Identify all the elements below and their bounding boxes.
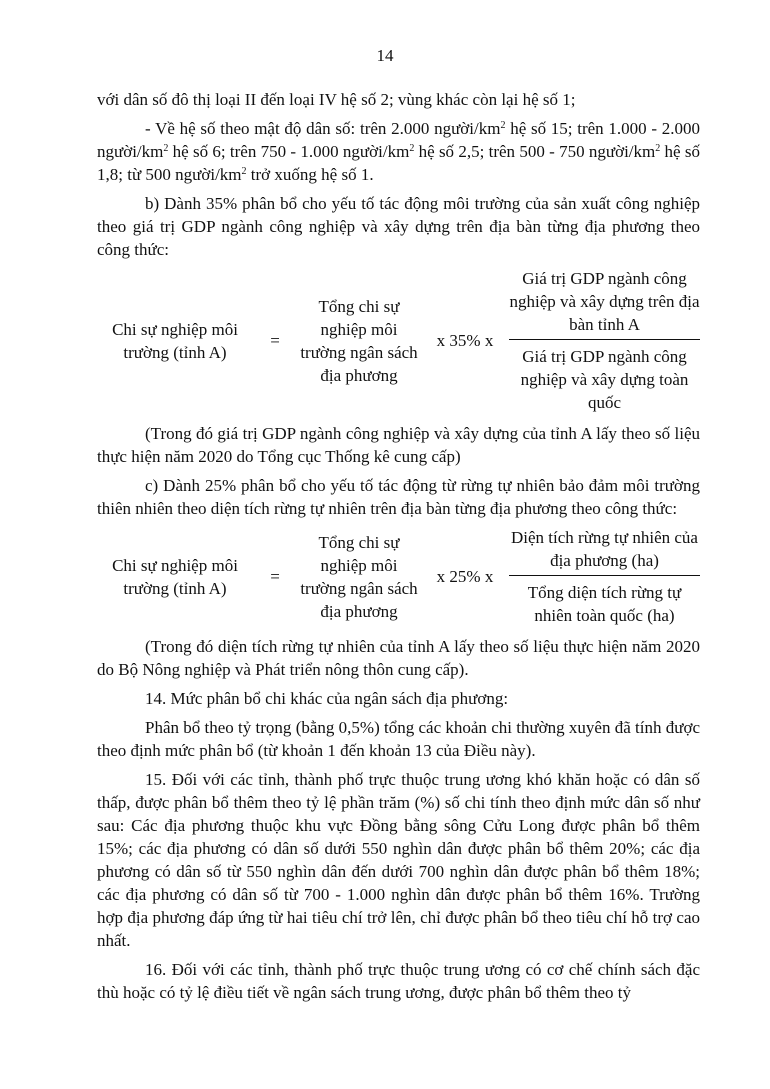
paragraph-15: 15. Đối với các tỉnh, thành phố trực thuộc trung ương khó khăn hoặc có dân số thấp, được phân bổ thêm theo tỷ lệ phần trăm (%) số chi tính theo định mức dân số như sau: Các địa phương thuộc khu vực Đồng bằng sông Cửu Long được phân bổ thêm 15%; các địa phương có dân số dưới 550 nghìn dân được phân bổ thêm 20%; các địa phương có dân số từ 550 nghìn dân đến dưới 700 nghìn dân được phân bổ thêm 18%; các địa phương có dân số từ 700 - 1.000 nghìn dân được phân bổ thêm 16%. Trường hợp địa phương đáp ứng từ hai tiêu chí trở lên, chỉ được phân bổ theo tiêu chí hỗ trợ cao nhất.	[97, 770, 700, 950]
density-text-f: trở xuống hệ số 1.	[246, 165, 374, 184]
formula-equals: =	[270, 331, 280, 350]
superscript: 2	[409, 143, 415, 154]
formula-fraction	[509, 267, 700, 414]
document-body	[97, 88, 700, 1010]
formula-total: Tổng chi sự nghiệp môi trường ngân sách địa phương	[300, 532, 418, 621]
paragraph-c-forest: c) Dành 25% phân bổ cho yếu tố tác động từ rừng tự nhiên bảo đảm môi trường thiên nhiên theo diện tích rừng tự nhiên trên địa bàn từng địa phương theo công thức:	[97, 476, 700, 518]
formula-lhs: Chi sự nghiệp môi trường (tỉnh A)	[112, 555, 238, 598]
formula-denominator: Giá trị GDP ngành công nghiệp và xây dựng toàn quốc	[520, 347, 689, 412]
superscript: 2	[163, 143, 169, 154]
formula-total: Tổng chi sự nghiệp môi trường ngân sách địa phương	[300, 296, 418, 385]
page-number: 14	[376, 46, 394, 65]
formula-fraction	[509, 526, 700, 627]
formula-lhs: Chi sự nghiệp môi trường (tỉnh A)	[112, 319, 238, 362]
paragraph-14-body: Phân bổ theo tỷ trọng (bằng 0,5%) tổng các khoản chi thường xuyên đã tính được theo định mức phân bổ (từ khoản 1 đến khoản 13 của Điều này).	[97, 718, 700, 760]
fraction-bar	[509, 575, 700, 576]
paragraph-b-industry: b) Dành 35% phân bổ cho yếu tố tác động môi trường của sản xuất công nghiệp theo giá trị GDP ngành công nghiệp và xây dựng trên địa bàn từng địa phương theo công thức:	[97, 194, 700, 259]
formula-denominator: Tổng diện tích rừng tự nhiên toàn quốc (ha)	[527, 583, 682, 625]
formula-multiplier: x 25% x	[436, 567, 494, 586]
superscript: 2	[500, 120, 506, 131]
paragraph-14-heading: 14. Mức phân bổ chi khác của ngân sách địa phương:	[145, 689, 509, 708]
formula-industry	[97, 267, 700, 414]
density-text-e: hệ số 1,8; từ 500 người/km	[97, 142, 700, 184]
paragraph-population-coefficient: với dân số đô thị loại II đến loại IV hệ số 2; vùng khác còn lại hệ số 1;	[97, 90, 576, 109]
formula-numerator: Giá trị GDP ngành công nghiệp và xây dựng trên địa bàn tỉnh A	[509, 269, 700, 334]
superscript: 2	[655, 143, 661, 154]
paragraph-forest-note: (Trong đó diện tích rừng tự nhiên của tỉnh A lấy theo số liệu thực hiện năm 2020 do Bộ Nông nghiệp và Phát triển nông thôn cung cấp).	[97, 637, 700, 679]
superscript: 2	[241, 166, 247, 177]
fraction-bar	[509, 339, 700, 340]
formula-forest	[97, 526, 700, 627]
density-text-c: hệ số 6; trên 750 - 1.000 người/km	[168, 142, 410, 161]
paragraph-density-coefficient	[97, 117, 700, 186]
density-text-d: hệ số 2,5; trên 500 - 750 người/km	[414, 142, 656, 161]
formula-multiplier: x 35% x	[436, 331, 494, 350]
paragraph-16: 16. Đối với các tỉnh, thành phố trực thuộc trung ương có cơ chế chính sách đặc thù hoặc có tỷ lệ điều tiết về ngân sách trung ương, được phân bổ thêm theo tỷ	[97, 960, 700, 1002]
paragraph-industry-note: (Trong đó giá trị GDP ngành công nghiệp và xây dựng của tỉnh A lấy theo số liệu thực hiện năm 2020 do Tổng cục Thống kê cung cấp)	[97, 424, 700, 466]
density-text-b: hệ số 15; trên 1.000 - 2.000 người/km	[97, 119, 700, 161]
density-text-a: - Về hệ số theo mật độ dân số: trên 2.000 người/km	[145, 119, 501, 138]
formula-numerator: Diện tích rừng tự nhiên của địa phương (ha)	[511, 528, 698, 570]
formula-equals: =	[270, 567, 280, 586]
